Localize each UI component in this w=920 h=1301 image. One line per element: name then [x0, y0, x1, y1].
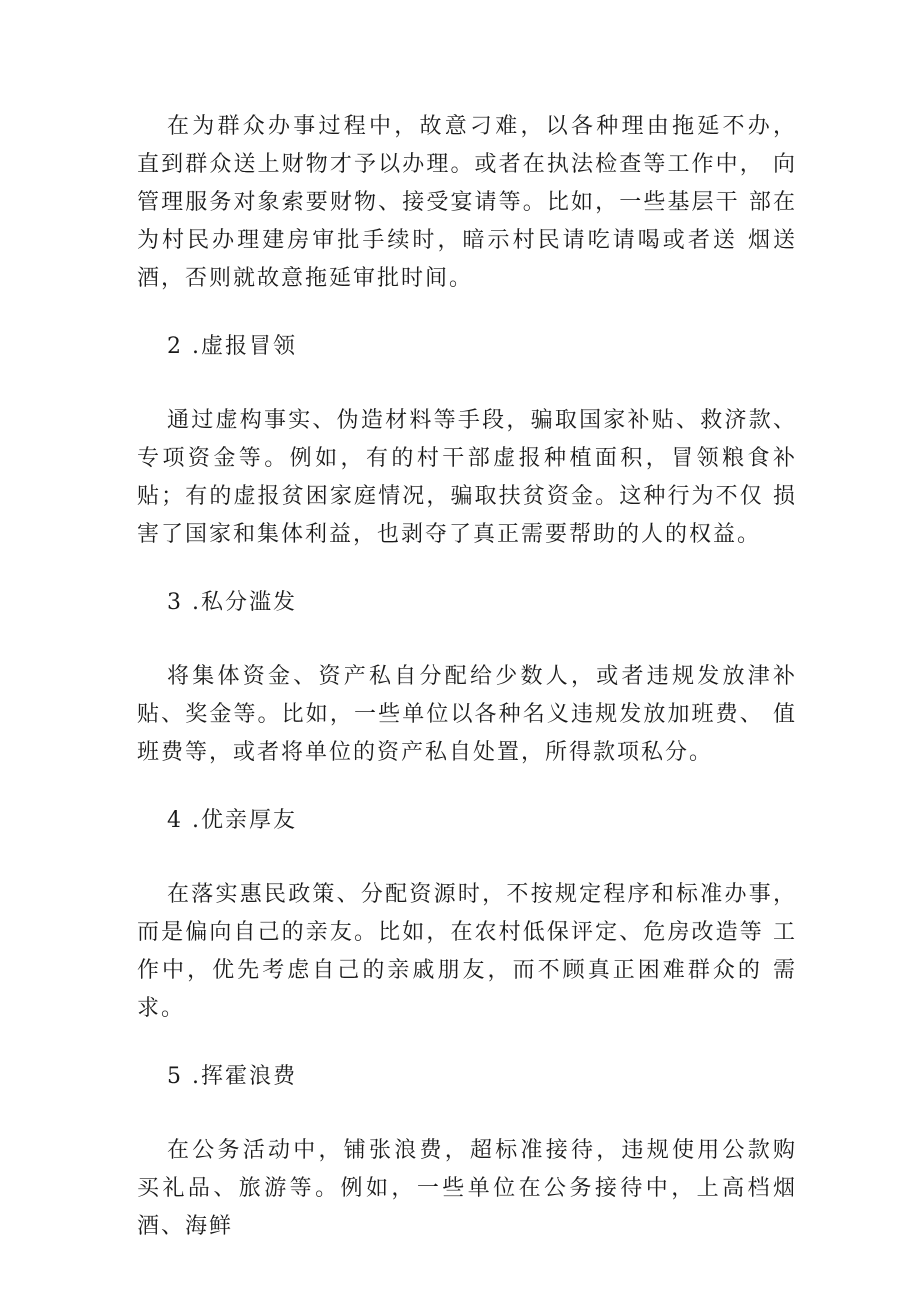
spacer	[137, 366, 797, 402]
document-body	[137, 108, 797, 1246]
paragraph-false-claims: 通过虚构事实、伪造材料等手段，骗取国家补贴、救济款、 专项资金等。例如，有的村干部虚报种植面积，冒领粮食补 贴；有的虚报贫困家庭情况，骗取扶贫资金。这种行为不仅 损害了国家和集体利益，也剥夺了真正需要帮助的人的权益。	[137, 408, 797, 547]
spacer	[137, 772, 797, 802]
heading-false-claims: 2 .虚报冒领	[167, 334, 297, 359]
heading-favoritism: 4 .优亲厚友	[167, 808, 297, 833]
paragraph-extravagance: 在公务活动中，铺张浪费，超标准接待，违规使用公款购 买礼品、旅游等。例如，一些单位在公务接待中，上高档烟 酒、海鲜	[137, 1138, 797, 1239]
heading-private-distribution: 3 .私分滥发	[167, 590, 297, 615]
spacer	[137, 298, 797, 328]
spacer	[137, 1028, 797, 1058]
spacer	[137, 1096, 797, 1132]
spacer	[137, 554, 797, 584]
paragraph-obstruction: 在为群众办事过程中，故意刁难，以各种理由拖延不办， 直到群众送上财物才予以办理。或者在执法检查等工作中， 向管理服务对象索要财物、接受宴请等。比如，一些基层干 部在为村民办理建房审批手续时，暗示村民请吃请喝或者送 烟送酒，否则就故意拖延审批时间。	[137, 114, 797, 291]
spacer	[137, 840, 797, 876]
paragraph-favoritism: 在落实惠民政策、分配资源时，不按规定程序和标准办事， 而是偏向自己的亲友。比如，在农村低保评定、危房改造等 工作中，优先考虑自己的亲戚朋友，而不顾真正困难群众的 需求。	[137, 882, 797, 1021]
heading-extravagance: 5 .挥霍浪费	[167, 1064, 297, 1089]
spacer	[137, 622, 797, 658]
paragraph-private-distribution: 将集体资金、资产私自分配给少数人，或者违规发放津补 贴、奖金等。比如，一些单位以各种名义违规发放加班费、 值班费等，或者将单位的资产私自处置，所得款项私分。	[137, 664, 797, 765]
